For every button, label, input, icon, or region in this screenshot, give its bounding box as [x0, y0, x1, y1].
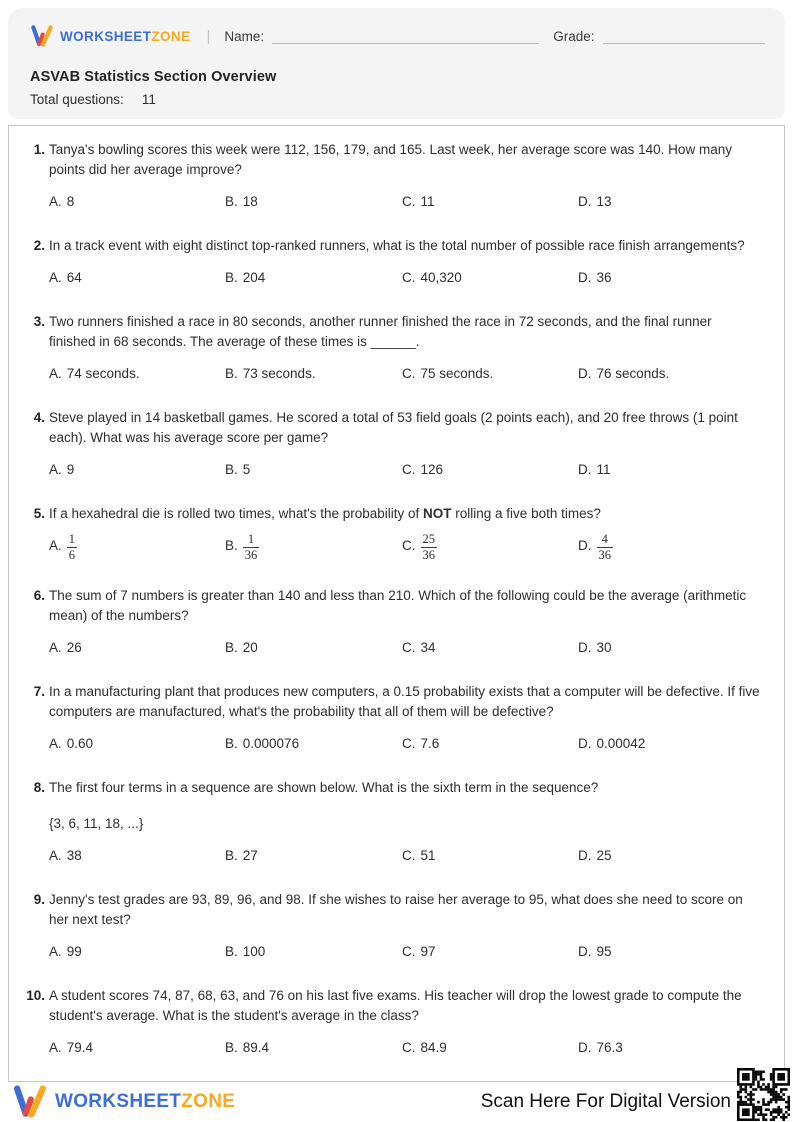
question-item: [21, 312, 764, 384]
question-item: [21, 236, 764, 288]
option-label: A.: [49, 736, 62, 751]
option-value: 73 seconds.: [242, 366, 316, 381]
fraction-denominator: 36: [244, 548, 258, 562]
option-value: 79.4: [66, 1040, 94, 1055]
question-number: 6.: [33, 588, 45, 603]
answer-option-a: [49, 846, 225, 866]
answer-option-b: [225, 846, 402, 866]
header-divider: |: [206, 27, 211, 45]
answer-option-a: [49, 364, 225, 384]
worksheetzone-logo-icon: [30, 25, 54, 47]
fraction-denominator: 36: [422, 548, 435, 562]
answer-option-d: [578, 192, 764, 212]
option-value: 76.3: [596, 1040, 623, 1055]
option-value: 100: [242, 944, 266, 959]
question-text: In a track event with eight distinct top-ranked runners, what is the total number of possible race finish arrangements?: [49, 238, 745, 253]
question-text: In a manufacturing plant that produces new computers, a 0.15 probability exists that a computer will be defective. If five computers are manufactured, what's the probability that all of them will be defective?: [49, 684, 760, 719]
question-number: 9.: [33, 892, 45, 907]
fraction-numerator: 1: [247, 532, 255, 546]
answer-option-c: [402, 268, 578, 288]
options-row: [21, 532, 764, 562]
answer-option-a: [49, 734, 225, 754]
answer-option-a: [49, 532, 225, 562]
option-label: C.: [402, 270, 416, 285]
answer-option-b: [225, 192, 402, 212]
question-text-bold: NOT: [423, 506, 452, 521]
option-label: B.: [225, 194, 238, 209]
option-value: 89.4: [242, 1040, 270, 1055]
question-text: Tanya's bowling scores this week were 112, 156, 179, and 165. Last week, her average score was 140. How many points did her average improve?: [49, 142, 732, 177]
grade-label: Grade:: [553, 28, 595, 44]
option-label: A.: [49, 1040, 62, 1055]
options-row: [21, 268, 764, 288]
option-label: B.: [225, 1040, 238, 1055]
question-text: Steve played in 14 basketball games. He scored a total of 53 field goals (2 points each), and 20 free throws (1 point each). What was his average score per game?: [49, 410, 738, 445]
option-fraction: [421, 533, 438, 562]
question-item: [21, 682, 764, 754]
fraction-denominator: 6: [68, 548, 76, 562]
answer-option-b: [225, 638, 402, 658]
option-label: C.: [402, 1040, 416, 1055]
question-row: [21, 236, 764, 256]
total-questions-row: [30, 92, 765, 107]
option-label: D.: [578, 270, 592, 285]
answer-option-d: [578, 638, 764, 658]
question-text: The sum of 7 numbers is greater than 140 and less than 210. Which of the following could be the average (arithmetic mean) of the numbers?: [49, 588, 747, 623]
footer-logo: [12, 1085, 235, 1118]
option-value: 74 seconds.: [66, 366, 140, 381]
option-label: A.: [49, 640, 62, 655]
question-number: 3.: [33, 314, 45, 329]
option-value: 40,320: [420, 270, 462, 285]
answer-option-c: [402, 460, 578, 480]
options-row: [21, 638, 764, 658]
header-card: [8, 8, 785, 119]
options-row: [21, 1038, 764, 1058]
option-label: C.: [402, 538, 416, 553]
option-label: D.: [578, 848, 592, 863]
fraction-denominator: 36: [598, 548, 611, 562]
option-value: 5: [242, 462, 251, 477]
option-value: 34: [420, 640, 436, 655]
option-label: B.: [225, 848, 238, 863]
option-fraction: [243, 533, 260, 562]
question-text: Jenny's test grades are 93, 89, 96, and 98. If she wishes to raise her average to 95, what does she need to score on her next test?: [49, 892, 743, 927]
option-value: 26: [66, 640, 82, 655]
question-number: 5.: [33, 506, 45, 521]
answer-option-d: [578, 734, 764, 754]
footer-brand-name: [55, 1091, 235, 1113]
option-value: 13: [596, 194, 612, 209]
option-label: B.: [225, 366, 238, 381]
option-value: 64: [66, 270, 82, 285]
answer-option-c: [402, 734, 578, 754]
page-title: ASVAB Statistics Section Overview: [30, 69, 277, 85]
option-value: 9: [66, 462, 75, 477]
answer-option-b: [225, 1038, 402, 1058]
option-label: C.: [402, 848, 416, 863]
answer-option-a: [49, 942, 225, 962]
option-value: 0.000076: [242, 736, 300, 751]
option-label: D.: [578, 366, 592, 381]
option-label: A.: [49, 538, 62, 553]
option-label: D.: [578, 944, 592, 959]
option-label: B.: [225, 538, 238, 553]
question-text-part: If a hexahedral die is rolled two times, what's the probability of: [49, 506, 424, 521]
answer-option-c: [402, 1038, 578, 1058]
option-value: 95: [596, 944, 612, 959]
option-value: 7.6: [420, 736, 440, 751]
question-text-part: rolling a five both times?: [451, 506, 601, 521]
option-label: C.: [402, 736, 416, 751]
question-row: [21, 890, 764, 930]
footer: [0, 1082, 793, 1122]
option-label: C.: [402, 194, 416, 209]
answer-option-d: [578, 460, 764, 480]
question-row: [21, 986, 764, 1026]
options-row: [21, 846, 764, 866]
option-value: 75 seconds.: [420, 366, 494, 381]
option-value: 25: [596, 848, 612, 863]
question-item: [21, 778, 764, 866]
option-value: 84.9: [420, 1040, 447, 1055]
question-number: 7.: [33, 684, 45, 699]
fraction-numerator: 25: [422, 532, 435, 546]
option-label: C.: [402, 944, 416, 959]
answer-option-c: [402, 846, 578, 866]
question-text: The first four terms in a sequence are shown below. What is the sixth term in the sequence?: [49, 780, 599, 795]
option-label: D.: [578, 736, 592, 751]
answer-option-c: [402, 532, 578, 562]
question-text: [49, 504, 601, 524]
options-row: [21, 364, 764, 384]
question-row: [21, 682, 764, 722]
option-value: 97: [420, 944, 436, 959]
answer-option-a: [49, 268, 225, 288]
option-label: A.: [49, 944, 62, 959]
option-value: 20: [242, 640, 258, 655]
worksheetzone-logo-icon: [12, 1085, 48, 1118]
brand-zone: ZONE: [151, 28, 191, 44]
option-label: A.: [49, 366, 62, 381]
qr-code: [737, 1068, 790, 1121]
questions-container: [8, 125, 785, 1082]
total-questions-label: Total questions:: [30, 92, 124, 107]
question-item: [21, 504, 764, 562]
total-questions-value: 11: [141, 92, 156, 107]
option-value: 0.60: [66, 736, 94, 751]
option-label: A.: [49, 462, 62, 477]
answer-option-d: [578, 942, 764, 962]
option-value: 99: [66, 944, 82, 959]
brand-name: [60, 29, 190, 44]
question-row: [21, 408, 764, 448]
answer-option-d: [578, 532, 764, 562]
option-value: 36: [596, 270, 612, 285]
option-label: B.: [225, 736, 238, 751]
fraction-numerator: 4: [601, 532, 608, 546]
question-number: 10.: [26, 988, 45, 1003]
question-number: 8.: [33, 780, 45, 795]
option-value: 30: [596, 640, 612, 655]
question-item: [21, 140, 764, 212]
question-row: [21, 586, 764, 626]
answer-option-c: [402, 364, 578, 384]
answer-option-d: [578, 364, 764, 384]
answer-option-d: [578, 1038, 764, 1058]
answer-option-c: [402, 942, 578, 962]
question-item: [21, 408, 764, 480]
options-row: [21, 460, 764, 480]
question-item: [21, 890, 764, 962]
option-fraction: [67, 533, 77, 562]
option-value: 11: [420, 194, 435, 209]
brand-zone: ZONE: [181, 1090, 236, 1112]
option-label: B.: [225, 462, 238, 477]
question-number: 1.: [33, 142, 45, 157]
question-text: Two runners finished a race in 80 seconds, another runner finished the race in 72 seconds, and the final runner finished in 68 seconds. The average of these times is ______.: [49, 314, 712, 349]
header-brand-row: [30, 25, 765, 47]
answer-option-c: [402, 638, 578, 658]
question-row: [21, 504, 764, 524]
name-label: Name:: [224, 28, 265, 44]
brand-worksheet: WORKSHEET: [60, 28, 152, 44]
answer-option-b: [225, 942, 402, 962]
option-label: A.: [49, 270, 62, 285]
option-label: C.: [402, 366, 416, 381]
options-row: [21, 942, 764, 962]
fraction-numerator: 1: [68, 532, 76, 546]
option-label: D.: [578, 640, 592, 655]
option-fraction: [597, 533, 614, 562]
option-label: D.: [578, 1040, 592, 1055]
brand-worksheet: WORKSHEET: [55, 1090, 182, 1112]
option-label: B.: [225, 270, 238, 285]
option-label: D.: [578, 462, 592, 477]
answer-option-b: [225, 532, 402, 562]
option-value: 0.00042: [596, 736, 646, 751]
question-row: [21, 312, 764, 352]
question-number: 2.: [33, 238, 45, 253]
option-label: D.: [578, 194, 592, 209]
answer-option-d: [578, 268, 764, 288]
sequence-text: {3, 6, 11, 18, ...}: [49, 816, 144, 831]
answer-option-c: [402, 192, 578, 212]
answer-option-a: [49, 460, 225, 480]
question-item: [21, 586, 764, 658]
answer-option-a: [49, 638, 225, 658]
scan-here-text: Scan Here For Digital Version: [480, 1091, 731, 1112]
answer-option-b: [225, 460, 402, 480]
option-value: 204: [242, 270, 266, 285]
grade-blank-line: [603, 29, 765, 44]
option-label: D.: [578, 538, 592, 553]
option-label: B.: [225, 640, 238, 655]
option-value: 38: [66, 848, 82, 863]
option-value: 8: [66, 194, 75, 209]
option-value: 126: [420, 462, 444, 477]
option-label: A.: [49, 194, 62, 209]
answer-option-b: [225, 268, 402, 288]
option-value: 27: [242, 848, 258, 863]
answer-option-d: [578, 846, 764, 866]
option-label: B.: [225, 944, 238, 959]
option-value: 76 seconds.: [596, 366, 670, 381]
question-item: [21, 986, 764, 1058]
option-label: C.: [402, 462, 416, 477]
option-label: A.: [49, 848, 62, 863]
question-row: [21, 140, 764, 180]
name-blank-line: [272, 29, 539, 44]
option-value: 11: [596, 462, 611, 477]
option-value: 18: [242, 194, 258, 209]
options-row: [21, 734, 764, 754]
answer-option-b: [225, 734, 402, 754]
option-value: 51: [420, 848, 436, 863]
answer-option-a: [49, 192, 225, 212]
option-label: C.: [402, 640, 416, 655]
question-number: 4.: [33, 410, 45, 425]
options-row: [21, 192, 764, 212]
question-text: A student scores 74, 87, 68, 63, and 76 on his last five exams. His teacher will drop the lowest grade to compute the student's average. What is the student's average in the class?: [49, 988, 742, 1023]
answer-option-a: [49, 1038, 225, 1058]
question-row: [21, 778, 764, 798]
answer-option-b: [225, 364, 402, 384]
